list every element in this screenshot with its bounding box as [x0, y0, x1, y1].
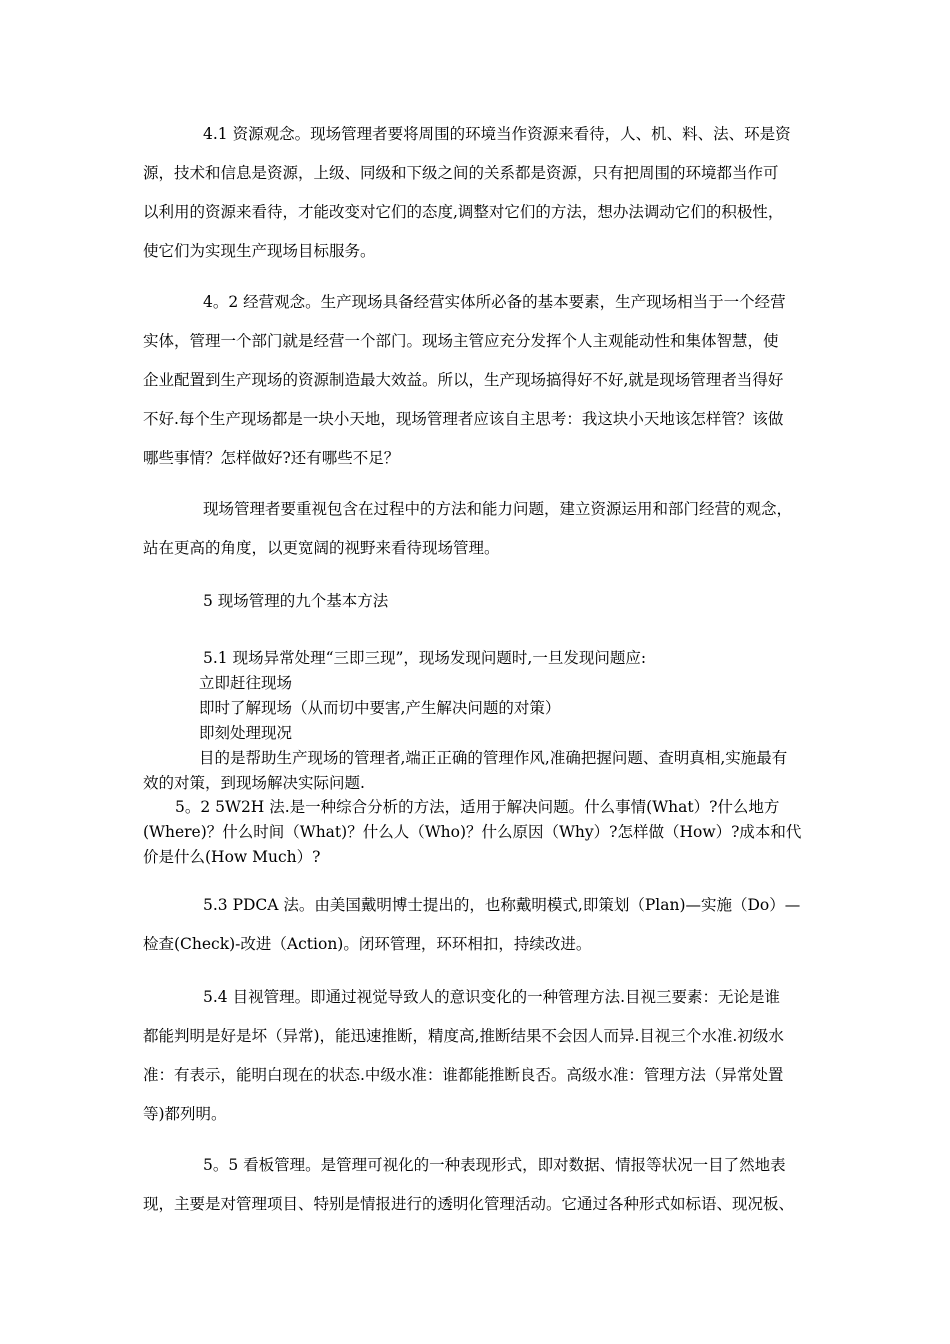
text-line: 现，主要是对管理项目、特别是情报进行的透明化管理活动。它通过各种形式如标语、现况板、 — [143, 1195, 795, 1213]
text-line: 企业配置到生产现场的资源制造最大效益。所以，生产现场搞得好不好,就是现场管理者当得好 — [143, 371, 784, 389]
section-heading-5 — [143, 582, 807, 621]
list-item: 立即赶往现场 — [199, 674, 293, 692]
text-line: 5.4 目视管理。即通过视觉导致人的意识变化的一种管理方法.目视三要素：无论是谁 — [203, 988, 781, 1006]
text-line: 检查(Check)-改进（Action)。闭环管理，环环相扣，持续改进。 — [143, 935, 592, 953]
text-line: 源，技术和信息是资源，上级、同级和下级之间的关系都是资源，只有把周围的环境都当作可 — [143, 164, 779, 182]
text-line: 使它们为实现生产现场目标服务。 — [143, 242, 376, 260]
text-line: 实体，管理一个部门就是经营一个部门。现场主管应充分发挥个人主观能动性和集体智慧，使 — [143, 332, 779, 350]
paragraph-5-3 — [143, 886, 807, 964]
paragraph-5-5 — [143, 1146, 807, 1224]
text-line: 5。2 5W2H 法.是一种综合分析的方法，适用于解决问题。什么事情(What）?什么地方 — [175, 798, 780, 816]
text-line: 站在更高的角度，以更宽阔的视野来看待现场管理。 — [143, 539, 500, 557]
text-line: 5。5 看板管理。是管理可视化的一种表现形式，即对数据、情报等状况一目了然地表 — [203, 1156, 786, 1174]
text-line: 效的对策，到现场解决实际问题. — [143, 774, 365, 792]
paragraph-5-1 — [143, 646, 807, 796]
text-line: 5.1 现场异常处理“三即三现”，现场发现问题时,一旦发现问题应: — [203, 649, 647, 667]
text-line: (Where)？什么时间（What)？什么人（Who)？什么原因（Why）?怎样做（How）?成本和代 — [143, 823, 802, 841]
text-line: 现场管理者要重视包含在过程中的方法和能力问题，建立资源运用和部门经营的观念， — [203, 500, 793, 518]
section-heading: 5 现场管理的九个基本方法 — [203, 592, 389, 610]
text-line: 准：有表示，能明白现在的状态.中级水准：谁都能推断良否。高级水准：管理方法（异常处置 — [143, 1066, 784, 1084]
paragraph-summary — [143, 490, 807, 568]
text-line: 5.3 PDCA 法。由美国戴明博士提出的，也称戴明模式,即策划（Plan)—实施（Do）— — [203, 896, 801, 914]
text-line: 4。2 经营观念。生产现场具备经营实体所必备的基本要素，生产现场相当于一个经营 — [203, 293, 786, 311]
list-item: 即时了解现场（从而切中要害,产生解决问题的对策） — [199, 699, 561, 717]
paragraph-5-2 — [143, 795, 807, 870]
list-item: 即刻处理现况 — [199, 724, 293, 742]
text-line: 等)都列明。 — [143, 1105, 227, 1123]
text-line: 不好.每个生产现场都是一块小天地，现场管理者应该自主思考：我这块小天地该怎样管？该做 — [143, 410, 784, 428]
paragraph-5-4 — [143, 978, 807, 1134]
text-line: 以利用的资源来看待，才能改变对它们的态度,调整对它们的方法，想办法调动它们的积极性， — [143, 203, 784, 221]
paragraph-4-1 — [143, 115, 807, 271]
text-line: 哪些事情？怎样做好?还有哪些不足？ — [143, 449, 400, 467]
text-line: 价是什么(How Much）? — [143, 848, 321, 866]
paragraph-4-2 — [143, 283, 807, 478]
text-line: 都能判明是好是坏（异常)，能迅速推断，精度高,推断结果不会因人而异.目视三个水准.初级水 — [143, 1027, 784, 1045]
text-line: 目的是帮助生产现场的管理者,端正正确的管理作风,准确把握问题、查明真相,实施最有 — [199, 749, 788, 767]
text-line: 4.1 资源观念。现场管理者要将周围的环境当作资源来看待，人、机、料、法、环是资 — [203, 125, 791, 143]
